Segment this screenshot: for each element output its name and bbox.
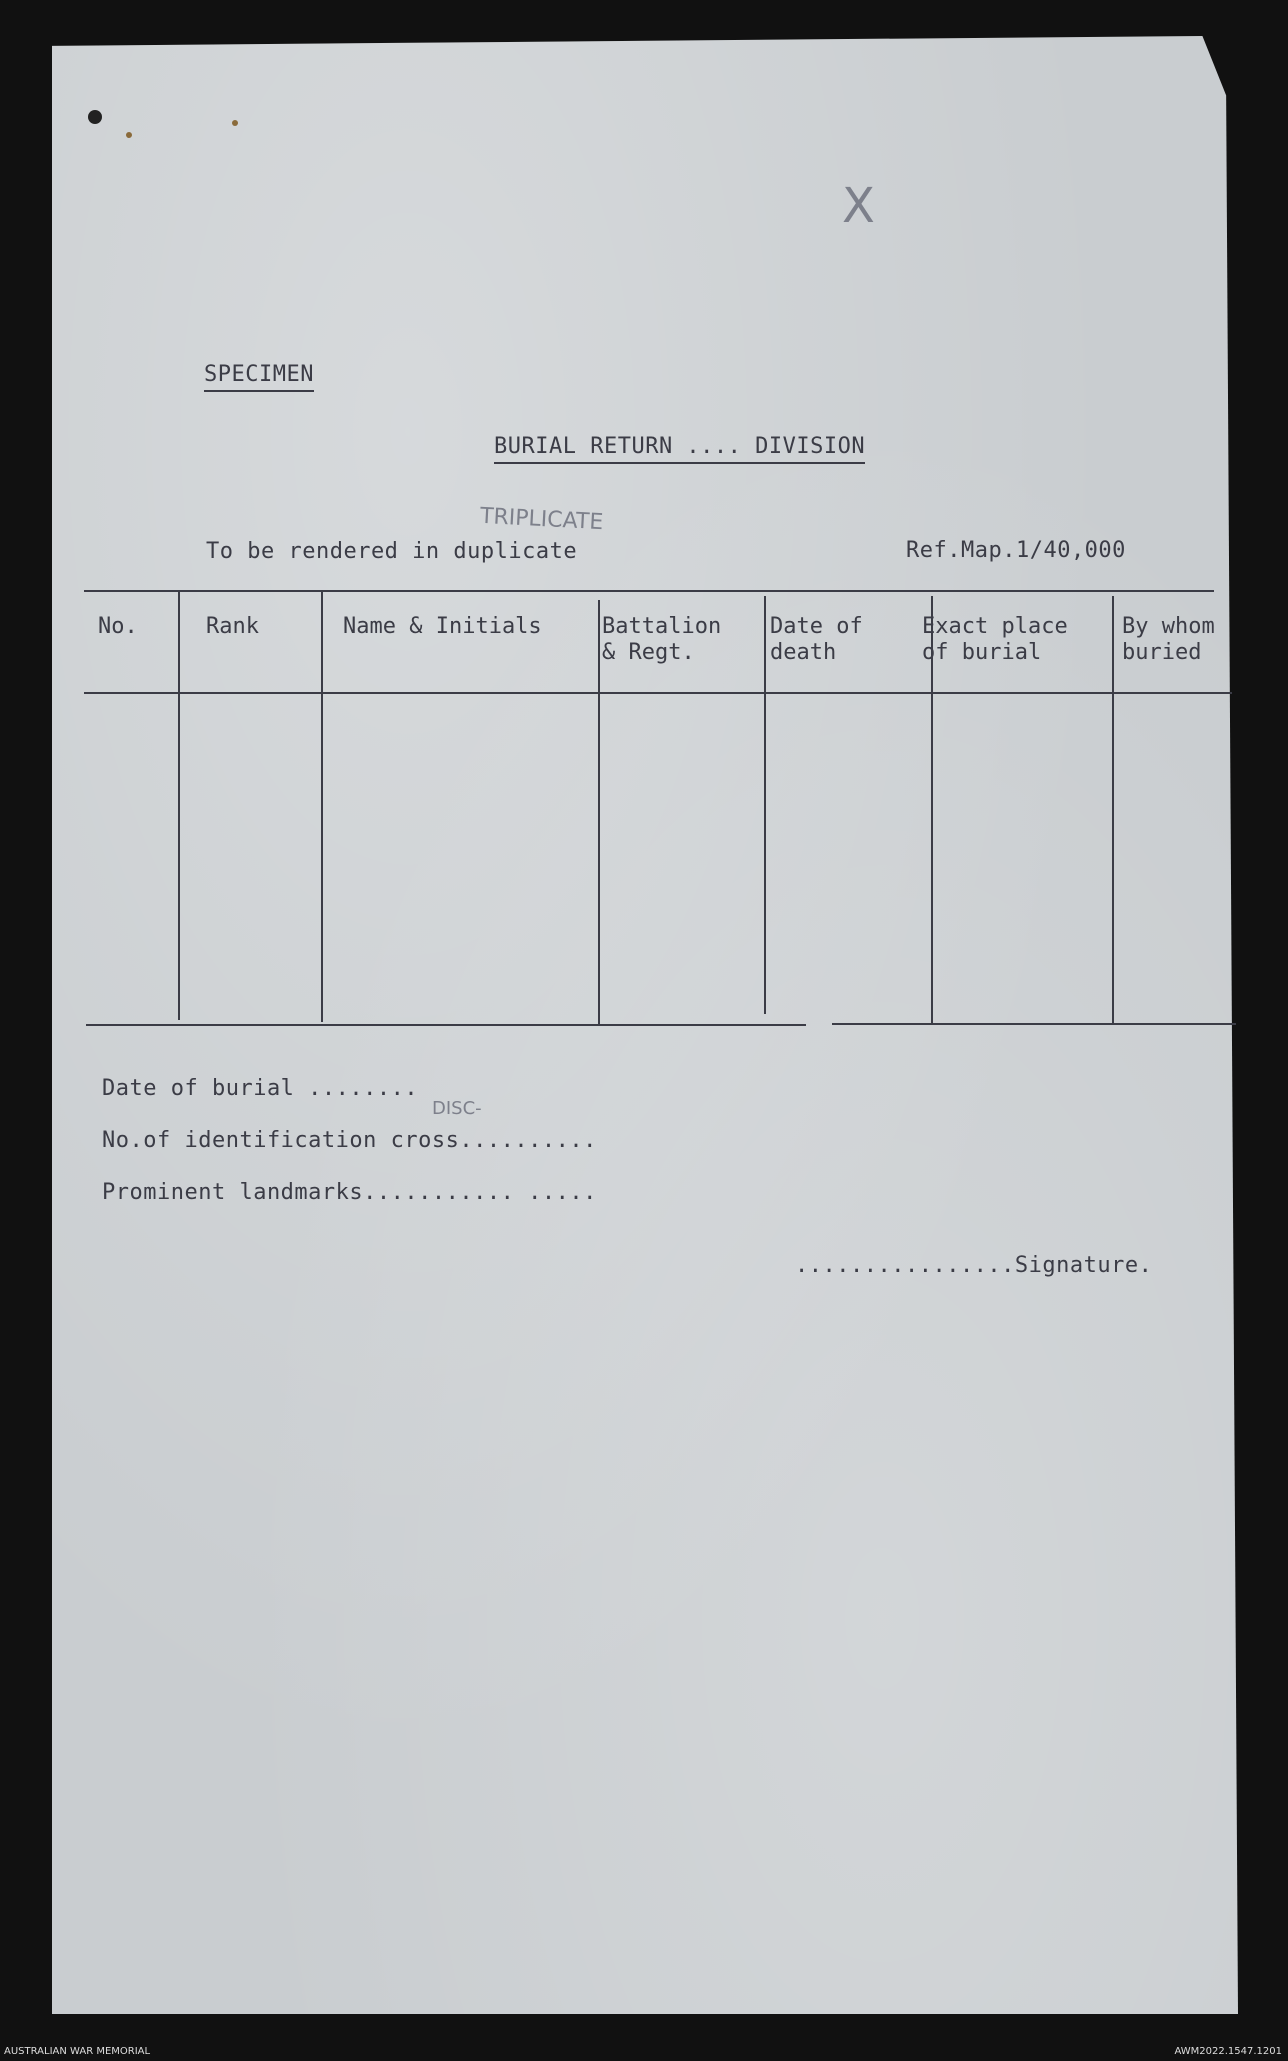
handwritten-x-mark: X [842,178,875,234]
column-divider [764,596,766,1014]
header-battalion-regt: Battalion & Regt. [602,614,722,665]
signature-line: ................Signature. [795,1253,1153,1278]
specimen-label: SPECIMEN [204,362,314,392]
footer-right: AWM2022.1547.1201 [1174,2046,1282,2057]
table-top-rule [84,590,1214,592]
footer-left: AUSTRALIAN WAR MEMORIAL [4,2046,151,2057]
header-name-initials: Name & Initials [343,614,542,639]
landmarks-field: Prominent landmarks........... ..... [102,1180,597,1205]
header-by-whom: By whom buried [1122,614,1215,665]
header-date-of-death: Date of death [770,614,863,665]
document-title: BURIAL RETURN .... DIVISION [494,434,865,464]
table-bottom-rule-left [86,1024,806,1026]
table-header-rule [84,692,1232,694]
paper-stain [126,132,132,138]
column-divider [1112,596,1114,1024]
handwritten-disc-annotation: DISC- [432,1098,482,1119]
header-exact-place: Exact place of burial [922,614,1068,665]
reference-map: Ref.Map.1/40,000 [906,538,1126,563]
handwritten-triplicate: TRIPLICATE [479,503,604,536]
identification-field: No.of identification cross.......... [102,1128,597,1153]
instruction-text: To be rendered in duplicate [206,539,578,564]
paper-hole [88,110,102,124]
paper-stain [232,120,238,126]
column-divider [321,592,323,1022]
date-of-burial-field: Date of burial ........ [102,1076,419,1101]
header-no: No. [98,614,138,639]
header-rank: Rank [206,614,259,639]
table-bottom-rule-right [832,1023,1236,1025]
column-divider [598,600,600,1026]
column-divider [178,592,180,1020]
